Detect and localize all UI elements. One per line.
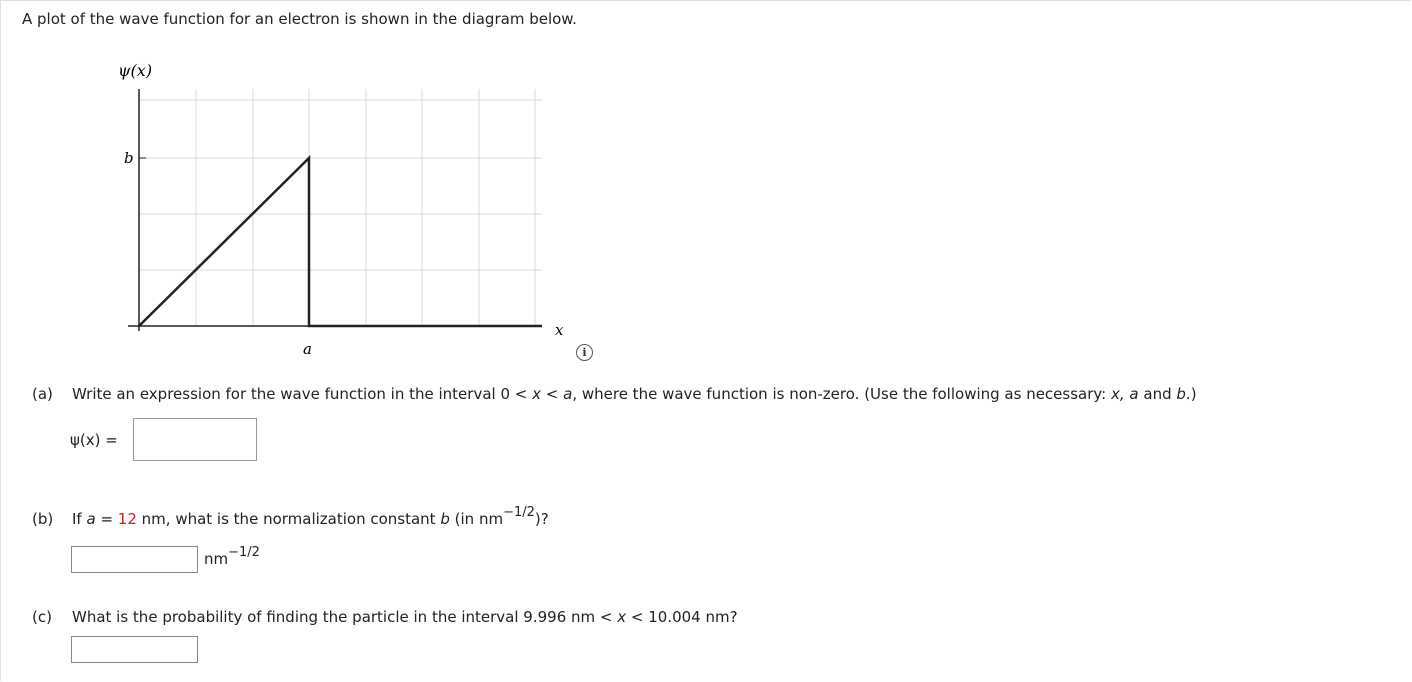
part-b-question: (b) If a = 12 nm, what is the normalization constant b (in $nm^{-1/2}$)? [32, 505, 549, 528]
wave-function-plot [0, 0, 620, 380]
b-tick-label: b [124, 149, 134, 167]
plot-grid [139, 89, 542, 326]
part-c-question: (c) What is the probability of finding the particle in the interval 9.996 nm < x < 10.004 nm? [32, 608, 738, 626]
part-c-answer-input[interactable] [71, 636, 198, 663]
part-a-label: (a) [32, 385, 53, 403]
part-a-answer-input[interactable] [133, 418, 257, 461]
given-a-value: 12 [117, 510, 137, 528]
part-a-question: (a) Write an expression for the wave function in the interval 0 < x < a, where the wave function is non-zero. (Use the following as necessary: x, a and b.) [32, 385, 1197, 403]
part-b-answer-input[interactable] [71, 546, 198, 573]
wave-function-curve [139, 158, 542, 326]
part-b-unit: $nm^{-1/2}$ [204, 545, 260, 568]
part-b-label: (b) [32, 510, 54, 528]
a-tick-label: a [303, 340, 312, 358]
intro-text: A plot of the wave function for an electron is shown in the diagram below. [22, 10, 577, 28]
x-axis-label: x [555, 321, 564, 339]
info-icon[interactable]: i [576, 344, 593, 361]
part-c-label: (c) [32, 608, 52, 626]
psi-answer-label: ψ(x) = [70, 431, 118, 449]
y-axis-label: ψ(x) [118, 61, 153, 80]
